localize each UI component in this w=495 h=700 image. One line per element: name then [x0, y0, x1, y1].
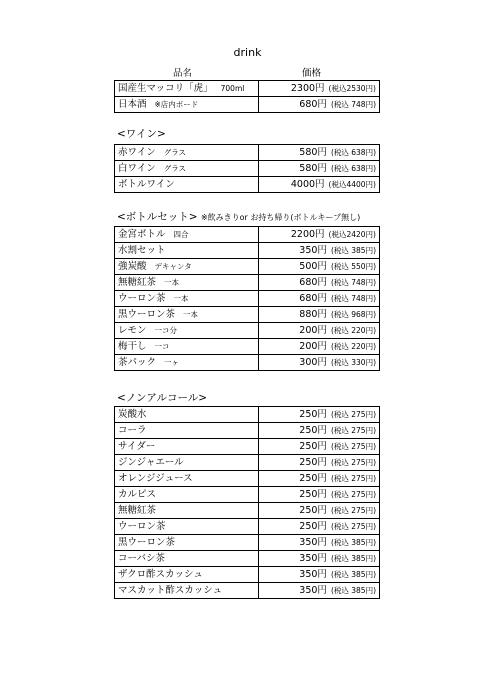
- menu-row: [115, 439, 380, 455]
- item-price-with-tax: (税込 330円): [330, 358, 376, 367]
- bottle-set-table: [114, 226, 380, 371]
- item-name: 国産生マッコリ「虎」: [118, 83, 213, 94]
- item-name: レモン: [118, 325, 147, 336]
- menu-row: [115, 519, 380, 535]
- item-price-cell: [259, 291, 380, 307]
- item-name: ザクロ酢スカッシュ: [118, 569, 203, 580]
- menu-title: drink: [233, 46, 262, 59]
- item-name: 白ワイン: [118, 163, 156, 174]
- item-price-with-tax: (税込 275円): [330, 458, 376, 467]
- menu-row: [115, 355, 380, 371]
- item-name-cell: [115, 519, 259, 535]
- item-price-with-tax: (税込 385円): [330, 570, 376, 579]
- item-detail: 700ml: [220, 84, 245, 93]
- item-name: カルピス: [118, 489, 157, 500]
- item-name: 日本酒: [118, 99, 147, 110]
- item-price: 2300円: [290, 83, 325, 94]
- menu-row: [115, 97, 380, 113]
- item-price-with-tax: (税込 550円): [330, 262, 376, 271]
- item-price: 350円: [299, 245, 327, 256]
- item-name-cell: [115, 567, 259, 583]
- item-detail: ※店内ボード: [154, 100, 199, 109]
- item-name: ウーロン茶: [118, 293, 166, 304]
- menu-row: [115, 227, 380, 243]
- item-name: コーラ: [118, 425, 147, 436]
- nonalcohol-section-title: [117, 390, 207, 405]
- item-price-with-tax: (税込 748円): [330, 294, 376, 303]
- item-price: 250円: [299, 457, 327, 468]
- item-price-cell: [259, 323, 380, 339]
- item-price: 350円: [299, 553, 327, 564]
- item-name: ウーロン茶: [118, 521, 166, 532]
- menu-row: [115, 259, 380, 275]
- top-drink-table: [114, 80, 380, 113]
- menu-row: [115, 177, 380, 193]
- item-price: 200円: [299, 325, 327, 336]
- item-price-with-tax: (税込 385円): [330, 554, 376, 563]
- item-price: 250円: [299, 409, 327, 420]
- item-price: 880円: [299, 309, 327, 320]
- item-price: 250円: [299, 473, 327, 484]
- menu-row: [115, 455, 380, 471]
- item-name-cell: [115, 503, 259, 519]
- menu-row: [115, 161, 380, 177]
- bottle-section-title: [117, 209, 360, 224]
- item-detail: 一コ: [154, 342, 170, 351]
- menu-row: [115, 81, 380, 97]
- item-price: 250円: [299, 521, 327, 532]
- menu-row: [115, 145, 380, 161]
- item-price-cell: [259, 471, 380, 487]
- item-name: マスカット酢スカッシュ: [118, 585, 223, 596]
- item-price-with-tax: (税込 748円): [330, 100, 376, 109]
- item-price: 350円: [299, 569, 327, 580]
- item-price: 200円: [299, 341, 327, 352]
- item-name-cell: [115, 307, 259, 323]
- item-price-cell: [259, 81, 380, 97]
- item-price-cell: [259, 487, 380, 503]
- item-name-cell: [115, 243, 259, 259]
- item-detail: 一コ分: [154, 326, 178, 335]
- item-detail: 四合: [173, 230, 189, 239]
- item-price-with-tax: (税込 638円): [330, 164, 376, 173]
- item-name: 茶パック: [118, 357, 157, 368]
- item-name: 赤ワイン: [118, 147, 156, 158]
- item-price: 250円: [299, 505, 327, 516]
- wine-section-heading: <ワイン>: [117, 128, 166, 140]
- item-name-cell: [115, 583, 259, 599]
- item-price: 680円: [299, 277, 327, 288]
- menu-row: [115, 487, 380, 503]
- item-detail: 一本: [164, 278, 180, 287]
- wine-section-title: [117, 126, 166, 141]
- item-name: 黒ウーロン茶: [118, 309, 176, 320]
- item-price-with-tax: (税込 275円): [330, 506, 376, 515]
- item-price-with-tax: (税込 275円): [330, 522, 376, 531]
- menu-row: [115, 243, 380, 259]
- item-price-cell: [259, 519, 380, 535]
- item-name-cell: [115, 81, 259, 97]
- item-name: 無糖紅茶: [118, 505, 157, 516]
- wine-table: [114, 144, 380, 193]
- item-name-cell: [115, 471, 259, 487]
- item-price-cell: [259, 275, 380, 291]
- item-price-cell: [259, 535, 380, 551]
- item-price-with-tax: (税込 638円): [330, 148, 376, 157]
- menu-row: [115, 339, 380, 355]
- menu-row: [115, 583, 380, 599]
- item-name-cell: [115, 259, 259, 275]
- item-price-cell: [259, 551, 380, 567]
- item-price: 300円: [299, 357, 327, 368]
- item-price-with-tax: (税込 385円): [330, 246, 376, 255]
- item-name: コーバシ茶: [118, 553, 166, 564]
- item-price-with-tax: (税込4400円): [328, 180, 376, 189]
- item-name-cell: [115, 439, 259, 455]
- item-price-with-tax: (税込2420円): [328, 230, 376, 239]
- item-name-cell: [115, 551, 259, 567]
- menu-row: [115, 307, 380, 323]
- item-price-with-tax: (税込 385円): [330, 538, 376, 547]
- item-price: 680円: [299, 99, 327, 110]
- item-price-cell: [259, 307, 380, 323]
- item-price-cell: [259, 583, 380, 599]
- item-name-cell: [115, 291, 259, 307]
- item-price-with-tax: (税込 275円): [330, 490, 376, 499]
- bottle-section-note: ※飲みきりor お持ち帰り(ボトルキープ無し): [200, 213, 361, 222]
- item-name-cell: [115, 275, 259, 291]
- menu-row: [115, 423, 380, 439]
- column-header-name: 品名: [173, 68, 193, 79]
- item-price: 350円: [299, 585, 327, 596]
- item-name-cell: [115, 145, 259, 161]
- item-price-cell: [259, 567, 380, 583]
- item-price-cell: [259, 423, 380, 439]
- item-price-cell: [259, 503, 380, 519]
- item-price-cell: [259, 227, 380, 243]
- item-price-with-tax: (税込 748円): [330, 278, 376, 287]
- item-price: 2200円: [290, 229, 325, 240]
- item-price-with-tax: (税込 385円): [330, 586, 376, 595]
- item-name: オレンジジュース: [118, 473, 193, 484]
- nonalcohol-section-heading: <ノンアルコール>: [117, 392, 208, 404]
- item-price: 4000円: [290, 179, 325, 190]
- item-price: 680円: [299, 293, 327, 304]
- item-name: ジンジャエール: [118, 457, 184, 468]
- item-detail: グラス: [163, 148, 186, 157]
- menu-row: [115, 275, 380, 291]
- item-price-cell: [259, 145, 380, 161]
- item-price-with-tax: (税込 275円): [330, 410, 376, 419]
- item-name-cell: [115, 339, 259, 355]
- item-name-cell: [115, 407, 259, 423]
- item-price-cell: [259, 177, 380, 193]
- item-price: 580円: [299, 163, 327, 174]
- menu-row: [115, 503, 380, 519]
- item-name-cell: [115, 535, 259, 551]
- menu-row: [115, 471, 380, 487]
- item-price-with-tax: (税込2530円): [328, 84, 376, 93]
- item-price-with-tax: (税込 275円): [330, 426, 376, 435]
- item-name-cell: [115, 487, 259, 503]
- bottle-section-heading: <ボトルセット>: [117, 211, 198, 223]
- item-price-cell: [259, 439, 380, 455]
- nonalcohol-table: [114, 406, 380, 599]
- item-name: 強炭酸: [118, 261, 147, 272]
- item-detail: グラス: [163, 164, 186, 173]
- item-price: 500円: [299, 261, 327, 272]
- item-name: サイダー: [118, 441, 156, 452]
- menu-row: [115, 567, 380, 583]
- item-price: 350円: [299, 537, 327, 548]
- menu-row: [115, 323, 380, 339]
- item-detail: 一本: [173, 294, 189, 303]
- item-price-with-tax: (税込 275円): [330, 474, 376, 483]
- item-name-cell: [115, 323, 259, 339]
- item-price-with-tax: (税込 275円): [330, 442, 376, 451]
- item-detail: デキャンタ: [154, 262, 192, 271]
- item-price-with-tax: (税込 220円): [330, 326, 376, 335]
- item-price: 580円: [299, 147, 327, 158]
- item-price-cell: [259, 339, 380, 355]
- item-price: 250円: [299, 489, 327, 500]
- item-price-cell: [259, 161, 380, 177]
- item-name: 炭酸水: [118, 409, 147, 420]
- item-price-cell: [259, 355, 380, 371]
- column-header-price: 価格: [302, 68, 322, 79]
- item-name-cell: [115, 355, 259, 371]
- item-detail: 一本: [183, 310, 199, 319]
- item-name-cell: [115, 97, 259, 113]
- item-price: 250円: [299, 441, 327, 452]
- item-price: 250円: [299, 425, 327, 436]
- menu-row: [115, 407, 380, 423]
- item-detail: 一ヶ: [164, 358, 180, 367]
- item-name-cell: [115, 227, 259, 243]
- item-name-cell: [115, 177, 259, 193]
- menu-row: [115, 291, 380, 307]
- item-name-cell: [115, 161, 259, 177]
- item-name: 金宮ボトル: [118, 229, 166, 240]
- item-name: ボトルワイン: [118, 179, 175, 190]
- item-price-cell: [259, 97, 380, 113]
- item-name-cell: [115, 455, 259, 471]
- item-price-cell: [259, 243, 380, 259]
- menu-row: [115, 535, 380, 551]
- item-price-cell: [259, 259, 380, 275]
- item-name: 黒ウーロン茶: [118, 537, 176, 548]
- item-name: 水割セット: [118, 245, 166, 256]
- item-name: 梅干し: [118, 341, 147, 352]
- menu-row: [115, 551, 380, 567]
- item-name-cell: [115, 423, 259, 439]
- item-price-with-tax: (税込 220円): [330, 342, 376, 351]
- item-name: 無糖紅茶: [118, 277, 157, 288]
- item-price-cell: [259, 455, 380, 471]
- item-price-cell: [259, 407, 380, 423]
- item-price-with-tax: (税込 968円): [330, 310, 376, 319]
